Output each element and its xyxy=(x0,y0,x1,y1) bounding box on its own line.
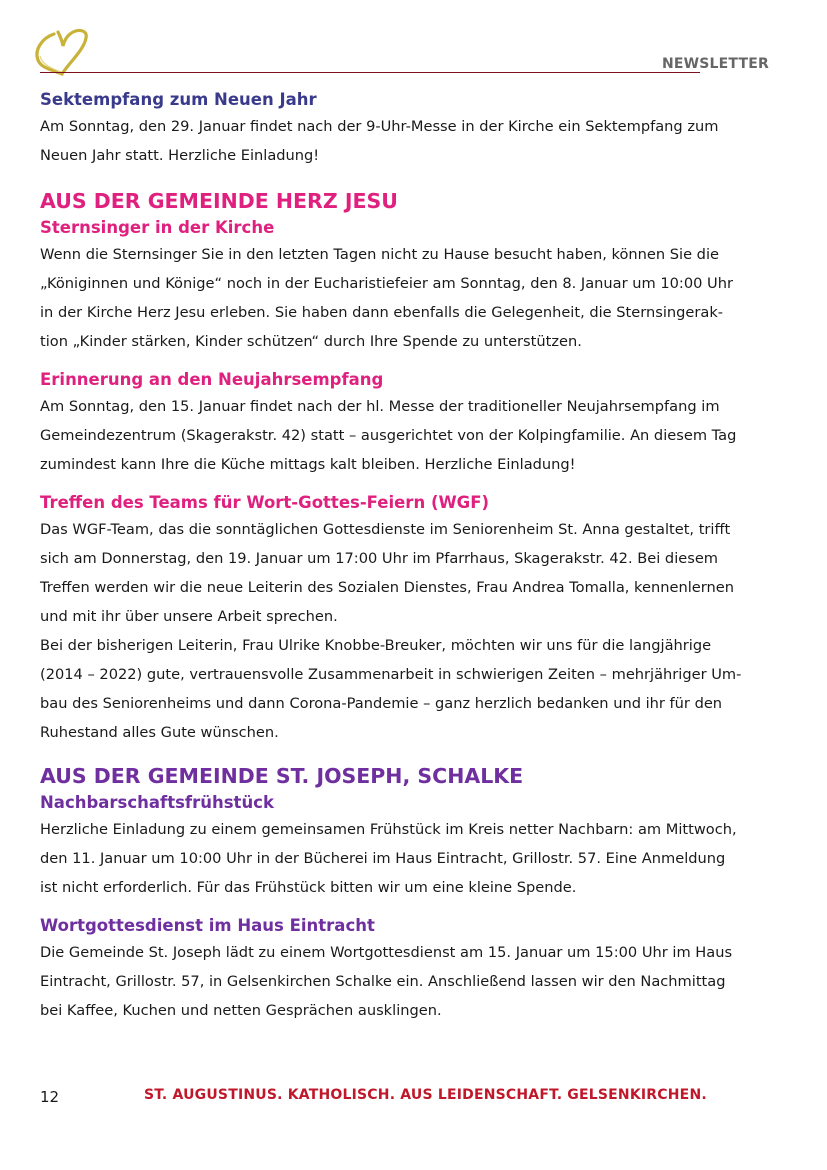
article-line: (2014 – 2022) gute, vertrauensvolle Zusammenarbeit in schwierigen Zeiten – mehrjähriger Um- xyxy=(40,666,742,683)
article-title: Nachbarschaftsfrühstück xyxy=(40,793,274,812)
footer-tagline: ST. AUGUSTINUS. KATHOLISCH. AUS LEIDENSCHAFT. GELSENKIRCHEN. xyxy=(144,1087,707,1103)
article-line: Am Sonntag, den 29. Januar findet nach der 9-Uhr-Messe in der Kirche ein Sektempfang zum xyxy=(40,118,719,135)
article-line: Eintracht, Grillostr. 57, in Gelsenkirchen Schalke ein. Anschließend lassen wir den Nachmittag xyxy=(40,973,726,990)
article-line: Neuen Jahr statt. Herzliche Einladung! xyxy=(40,147,320,164)
article-title: Wortgottesdienst im Haus Eintracht xyxy=(40,916,375,935)
article-line: bei Kaffee, Kuchen und netten Gesprächen ausklingen. xyxy=(40,1002,442,1019)
article-line: „Königinnen und Könige“ noch in der Eucharistiefeier am Sonntag, den 8. Januar um 10:00 Uhr xyxy=(40,275,733,292)
article-line: zumindest kann Ihre die Küche mittags kalt bleiben. Herzliche Einladung! xyxy=(40,456,576,473)
article-neujahrsempfang xyxy=(40,368,780,479)
article-line: und mit ihr über unsere Arbeit sprechen. xyxy=(40,608,338,625)
article-title: Sternsinger in der Kirche xyxy=(40,218,275,237)
article-title: Sektempfang zum Neuen Jahr xyxy=(40,90,317,109)
article-line: sich am Donnerstag, den 19. Januar um 17:00 Uhr im Pfarrhaus, Skagerakstr. 42. Bei diesem xyxy=(40,550,719,567)
article-line: ist nicht erforderlich. Für das Frühstück bitten wir um eine kleine Spende. xyxy=(40,879,577,896)
article-line: Gemeindezentrum (Skagerakstr. 42) statt – ausgerichtet von der Kolpingfamilie. An diesem Tag xyxy=(40,427,737,444)
article-line: Am Sonntag, den 15. Januar findet nach der hl. Messe der traditioneller Neujahrsempfang im xyxy=(40,398,720,415)
page-number: 12 xyxy=(40,1088,60,1106)
article-wortgottesdienst xyxy=(40,914,780,1025)
section-title: AUS DER GEMEINDE ST. JOSEPH, SCHALKE xyxy=(40,764,524,788)
header-rule xyxy=(40,72,700,73)
article-line: Das WGF-Team, das die sonntäglichen Gottesdienste im Seniorenheim St. Anna gestaltet, trifft xyxy=(40,521,731,538)
heart-logo-icon xyxy=(32,26,94,76)
article-line: Treffen werden wir die neue Leiterin des Sozialen Dienstes, Frau Andrea Tomalla, kennenlernen xyxy=(40,579,734,596)
section-herz-jesu xyxy=(40,186,780,747)
article-line: den 11. Januar um 10:00 Uhr in der Bücherei im Haus Eintracht, Grillostr. 57. Eine Anmeldung xyxy=(40,850,726,867)
newsletter-label: NEWSLETTER xyxy=(661,56,769,72)
article-title: Erinnerung an den Neujahrsempfang xyxy=(40,370,384,389)
article-wgf-team xyxy=(40,491,780,747)
article-line: Wenn die Sternsinger Sie in den letzten Tagen nicht zu Hause besucht haben, können Sie die xyxy=(40,246,719,263)
article-line: Herzliche Einladung zu einem gemeinsamen Frühstück im Kreis netter Nachbarn: am Mittwoch, xyxy=(40,821,737,838)
section-st-joseph xyxy=(40,761,780,1025)
article-line: bau des Seniorenheims und dann Corona-Pandemie – ganz herzlich bedanken und ihr für den xyxy=(40,695,723,712)
article-line: Ruhestand alles Gute wünschen. xyxy=(40,724,279,741)
article-sektempfang xyxy=(40,88,780,170)
article-nachbarschaftsfruehstueck xyxy=(40,791,780,902)
section-title: AUS DER GEMEINDE HERZ JESU xyxy=(40,189,398,213)
article-sternsinger xyxy=(40,216,780,356)
article-line: tion „Kinder stärken, Kinder schützen“ durch Ihre Spende zu unterstützen. xyxy=(40,333,582,350)
page-header xyxy=(0,0,827,80)
page-content xyxy=(40,88,780,1025)
article-line: Bei der bisherigen Leiterin, Frau Ulrike Knobbe-Breuker, möchten wir uns für die langjährige xyxy=(40,637,712,654)
article-title: Treffen des Teams für Wort-Gottes-Feiern (WGF) xyxy=(40,493,490,512)
article-line: in der Kirche Herz Jesu erleben. Sie haben dann ebenfalls die Gelegenheit, die Sternsingerak- xyxy=(40,304,724,321)
article-line: Die Gemeinde St. Joseph lädt zu einem Wortgottesdienst am 15. Januar um 15:00 Uhr im Haus xyxy=(40,944,733,961)
